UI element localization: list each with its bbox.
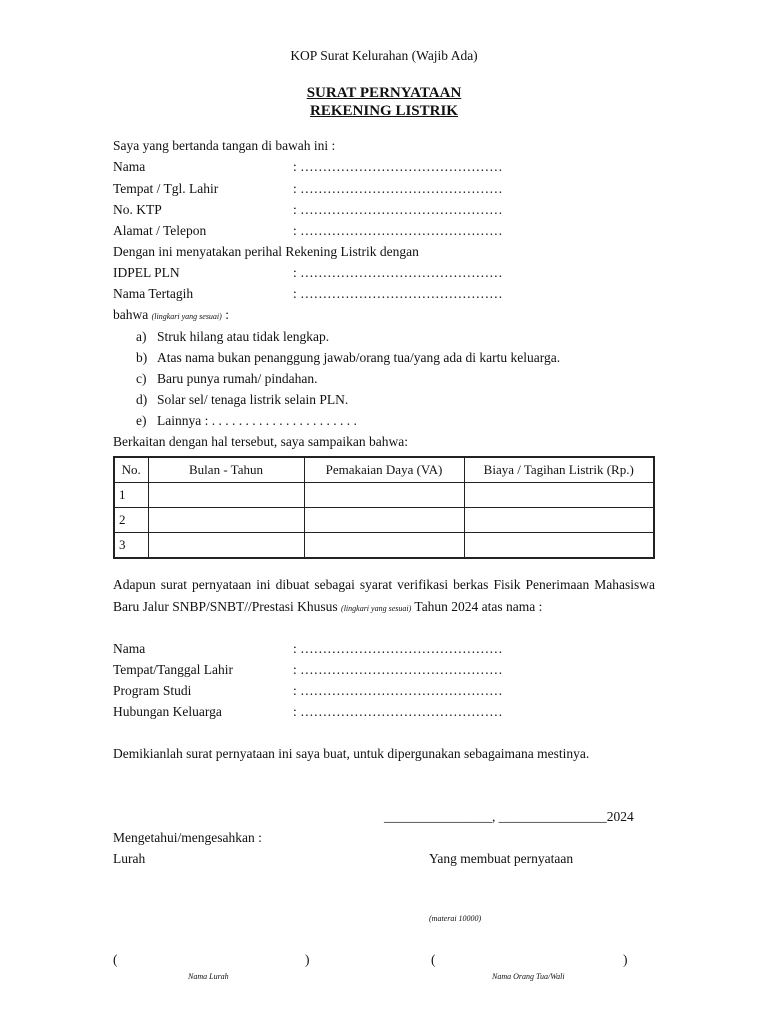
intro-text: Saya yang bertanda tangan di bawah ini : <box>113 138 336 153</box>
statement-text: Dengan ini menyatakan perihal Rekening Listrik dengan <box>113 244 419 259</box>
table-row <box>114 483 654 508</box>
option-text: Struk hilang atau tidak lengkap. <box>157 329 330 344</box>
field-blank: : ……………………………………… <box>293 181 503 196</box>
option-text: Atas nama bukan penanggung jawab/orang tua/yang ada di kartu keluarga. <box>157 350 561 365</box>
document-title-line2: REKENING LISTRIK <box>310 103 458 119</box>
option-letter: e) <box>136 413 147 428</box>
declarant-label: Yang membuat pernyataan <box>429 851 574 866</box>
table-cell <box>464 533 654 559</box>
field-blank: : ……………………………………… <box>293 265 503 280</box>
table-cell <box>464 483 654 508</box>
table-cell: 2 <box>114 508 148 533</box>
table-cell <box>304 533 464 559</box>
table-cell <box>148 533 304 559</box>
option-letter: a) <box>136 329 147 344</box>
circle-note: (lingkari yang sesuai) <box>151 312 222 321</box>
field-blank: : ……………………………………… <box>293 202 503 217</box>
field-blank: : ……………………………………… <box>293 704 503 719</box>
table-cell <box>304 483 464 508</box>
field-blank: : ……………………………………… <box>293 641 503 656</box>
table-intro: Berkaitan dengan hal tersebut, saya sampaikan bahwa: <box>113 434 409 449</box>
field-blank: : ……………………………………… <box>293 159 503 174</box>
col-header-power-usage: Pemakaian Daya (VA) <box>304 457 464 483</box>
option-text: Solar sel/ tenaga listrik selain PLN. <box>157 392 349 407</box>
paren-close: ) <box>623 952 628 967</box>
place-date-line: ________________, ________________2024 <box>384 809 634 824</box>
table-cell <box>464 508 654 533</box>
option-letter: d) <box>136 392 148 407</box>
billing-table <box>113 456 655 559</box>
mengetahui-label: Mengetahui/mengesahkan : <box>113 830 262 845</box>
purpose-paragraph <box>113 574 655 619</box>
table-cell: 3 <box>114 533 148 559</box>
field-label: Hubungan Keluarga <box>113 704 222 719</box>
lurah-label: Lurah <box>113 851 146 866</box>
document-title-line1: SURAT PERNYATAAN <box>306 85 462 101</box>
field-label: IDPEL PLN <box>113 265 180 280</box>
table-row <box>114 533 654 559</box>
closing-statement: Demikianlah surat pernyataan ini saya buat, untuk dipergunakan sebagaimana mestinya. <box>113 746 590 761</box>
table-cell <box>304 508 464 533</box>
option-text: Baru punya rumah/ pindahan. <box>157 371 318 386</box>
bahwa-colon: : <box>225 307 229 322</box>
guardian-name-caption: Nama Orang Tua/Wali <box>492 972 565 981</box>
field-label: Nama <box>113 159 146 174</box>
table-row <box>114 508 654 533</box>
purpose-text-end: Tahun 2024 atas nama : <box>414 598 543 614</box>
field-label: Tempat/Tanggal Lahir <box>113 662 233 677</box>
purpose-text: Adapun surat pernyataan ini dibuat sebagai syarat verifikasi berkas Fisik Penerimaan Mahasiswa Baru Jalur SNBP/SNBT//Prestasi Khusus <box>113 577 655 614</box>
field-label: Program Studi <box>113 683 192 698</box>
field-blank: : ……………………………………… <box>293 662 503 677</box>
field-label: Alamat / Telepon <box>113 223 207 238</box>
table-header-row <box>114 457 654 483</box>
lurah-name-caption: Nama Lurah <box>188 972 229 981</box>
field-label: Nama <box>113 641 146 656</box>
table-cell <box>148 483 304 508</box>
stamp-duty-note: (materai 10000) <box>429 914 482 923</box>
paren-close: ) <box>305 952 310 967</box>
table-cell: 1 <box>114 483 148 508</box>
paren-open: ( <box>113 952 118 967</box>
field-blank: : ……………………………………… <box>293 683 503 698</box>
col-header-no: No. <box>114 457 148 483</box>
field-label: Nama Tertagih <box>113 286 194 301</box>
option-letter: b) <box>136 350 148 365</box>
letterhead-placeholder: KOP Surat Kelurahan (Wajib Ada) <box>290 48 478 63</box>
option-letter: c) <box>136 371 147 386</box>
bahwa-word: bahwa <box>113 307 149 322</box>
table-cell <box>148 508 304 533</box>
circle-note: (lingkari yang sesuai) <box>341 603 412 613</box>
field-label: Tempat / Tgl. Lahir <box>113 181 219 196</box>
bahwa-line <box>113 307 229 323</box>
col-header-bill-amount: Biaya / Tagihan Listrik (Rp.) <box>464 457 654 483</box>
option-text: Lainnya : . . . . . . . . . . . . . . . . . . . . . . <box>157 413 357 428</box>
field-label: No. KTP <box>113 202 162 217</box>
col-header-month-year: Bulan - Tahun <box>148 457 304 483</box>
field-blank: : ……………………………………… <box>293 286 503 301</box>
paren-open: ( <box>431 952 436 967</box>
field-blank: : ……………………………………… <box>293 223 503 238</box>
